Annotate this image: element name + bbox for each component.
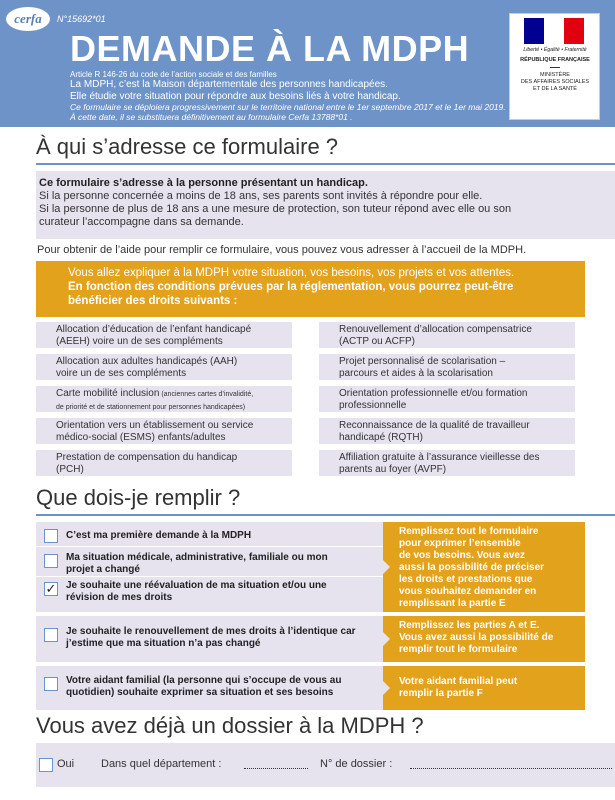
- situation-changed-checkbox[interactable]: [44, 554, 58, 568]
- caregiver-checkbox[interactable]: [44, 677, 58, 691]
- logo-divider: [550, 67, 560, 68]
- audience-curator: curateur l’accompagne dans sa demande.: [39, 216, 244, 228]
- row-separator: [36, 546, 383, 547]
- rights-intro-bold-1: En fonction des conditions prévues par la réglementation, vous pourrez peut-être: [68, 281, 514, 293]
- audience-protected: Si la personne de plus de 18 ans a une mesure de protection, son tuteur répond avec elle ou son: [39, 203, 512, 215]
- department-field[interactable]: [244, 768, 308, 769]
- file-number-label: N° de dossier :: [320, 758, 393, 770]
- intro-line-1: La MDPH, c’est la Maison départementale des personnes handicapées.: [70, 79, 388, 90]
- right-item-avpf: Affiliation gratuite à l’assurance vieillesse des parents au foyer (AVPF): [319, 450, 575, 476]
- answer-part-f: Votre aidant familial peut remplir la partie F: [383, 666, 585, 710]
- oui-checkbox[interactable]: [39, 758, 53, 772]
- caregiver-label: Votre aidant familial (la personne qui s’occupe de vous au quotidien) souhaite exprimer sa situation et ses besoins: [66, 675, 342, 698]
- rights-intro-box: [36, 261, 585, 317]
- ministry-name: MINISTÈRE DES AFFAIRES SOCIALES ET DE LA SANTÉ: [520, 72, 590, 92]
- cerfa-number: N°15692*01: [57, 14, 106, 24]
- right-item-rqth: Reconnaissance de la qualité de travailleur handicapé (RQTH): [319, 418, 575, 444]
- right-item-pps: Projet personnalisé de scolarisation – parcours et aides à la scolarisation: [319, 354, 575, 380]
- section-title-what: Que dois-je remplir ?: [36, 485, 241, 510]
- header-banner: [0, 0, 615, 127]
- right-item-actp: Renouvellement d’allocation compensatrice (ACTP ou ACFP): [319, 322, 575, 348]
- department-label: Dans quel département :: [101, 758, 222, 770]
- question-group-1: [36, 522, 383, 612]
- cerfa-logo: cerfa: [6, 7, 50, 31]
- deployment-note-1: Ce formulaire se déploiera progressivement sur le territoire national entre le 1er septembre 2017 et le 1er mai 2019.: [70, 102, 506, 112]
- answer-fill-all: Remplissez tout le formulaire pour exprimer l’ensemble de vos besoins. Vous avez aussi la possibilité de préciser les droits et prestations que vous souhaitez demander en remplissant la partie E: [383, 522, 585, 612]
- situation-changed-label: Ma situation médicale, administrative, familiale ou mon projet a changé: [66, 552, 328, 575]
- right-item-cmi: Carte mobilité inclusion (anciennes cartes d’invalidité, de priorité et de stationnement pour personnes handicapées): [36, 386, 292, 412]
- question-group-2: [36, 616, 383, 662]
- right-item-pch: Prestation de compensation du handicap (PCH): [36, 450, 292, 476]
- reevaluation-checkbox[interactable]: ✓: [45, 581, 57, 596]
- republic-motto: Liberté • Égalité • Fraternité: [523, 47, 587, 53]
- help-text: Pour obtenir de l’aide pour remplir ce formulaire, vous pouvez vous adresser à l’accueil de la MDPH.: [37, 244, 527, 256]
- republic-name: RÉPUBLIQUE FRANÇAISE: [520, 57, 590, 63]
- first-request-checkbox[interactable]: [44, 529, 58, 543]
- section-title-existing-file: Vous avez déjà un dossier à la MDPH ?: [36, 713, 424, 738]
- deployment-note-2: À cette date, il se substituera définitivement au formulaire Cerfa 13788*01 .: [70, 112, 353, 122]
- section-divider: [36, 163, 615, 165]
- right-item-orientation-pro: Orientation professionnelle et/ou formation professionnelle: [319, 386, 575, 412]
- answer-parts-a-e: Remplissez les parties A et E. Vous avez aussi la possibilité de remplir tout le formulaire: [383, 616, 585, 662]
- rights-intro-line: Vous allez expliquer à la MDPH votre situation, vos besoins, vos projets et vos attentes.: [68, 267, 515, 279]
- section-title-who: À qui s’adresse ce formulaire ?: [36, 134, 339, 159]
- right-item-aeeh: Allocation d’éducation de l’enfant handicapé (AEEH) voire un de ses compléments: [36, 322, 292, 348]
- audience-box: [36, 171, 615, 239]
- existing-file-box: [36, 743, 615, 787]
- oui-label: Oui: [57, 758, 75, 770]
- french-flag-icon: [524, 18, 584, 44]
- form-title: DEMANDE À LA MDPH: [70, 28, 470, 69]
- question-group-3: [36, 666, 383, 710]
- row-separator: [36, 576, 383, 577]
- right-item-aah: Allocation aux adultes handicapés (AAH) voire un de ses compléments: [36, 354, 292, 380]
- renewal-checkbox[interactable]: [44, 628, 58, 642]
- audience-main: Ce formulaire s’adresse à la personne présentant un handicap.: [39, 177, 368, 189]
- intro-line-2: Elle étudie votre situation pour répondre aux besoins liés à votre handicap.: [70, 91, 401, 102]
- first-request-label: C’est ma première demande à la MDPH: [66, 530, 252, 541]
- article-reference: Article R 146-26 du code de l’action sociale et des familles: [70, 70, 277, 79]
- rights-intro-bold-2: bénéficier des droits suivants :: [68, 295, 238, 307]
- reevaluation-label: Je souhaite une réévaluation de ma situation et/ou une révision de mes droits: [66, 580, 327, 603]
- file-number-field[interactable]: [410, 768, 612, 769]
- renewal-label: Je souhaite le renouvellement de mes droits à l’identique car j’estime que ma situation n’a pas changé: [66, 626, 356, 649]
- government-logo: [509, 13, 600, 120]
- right-item-esms: Orientation vers un établissement ou service médico-social (ESMS) enfants/adultes: [36, 418, 292, 444]
- section-divider: [36, 514, 615, 516]
- audience-minor: Si la personne concernée a moins de 18 ans, ses parents sont invités à répondre pour elle.: [39, 190, 483, 202]
